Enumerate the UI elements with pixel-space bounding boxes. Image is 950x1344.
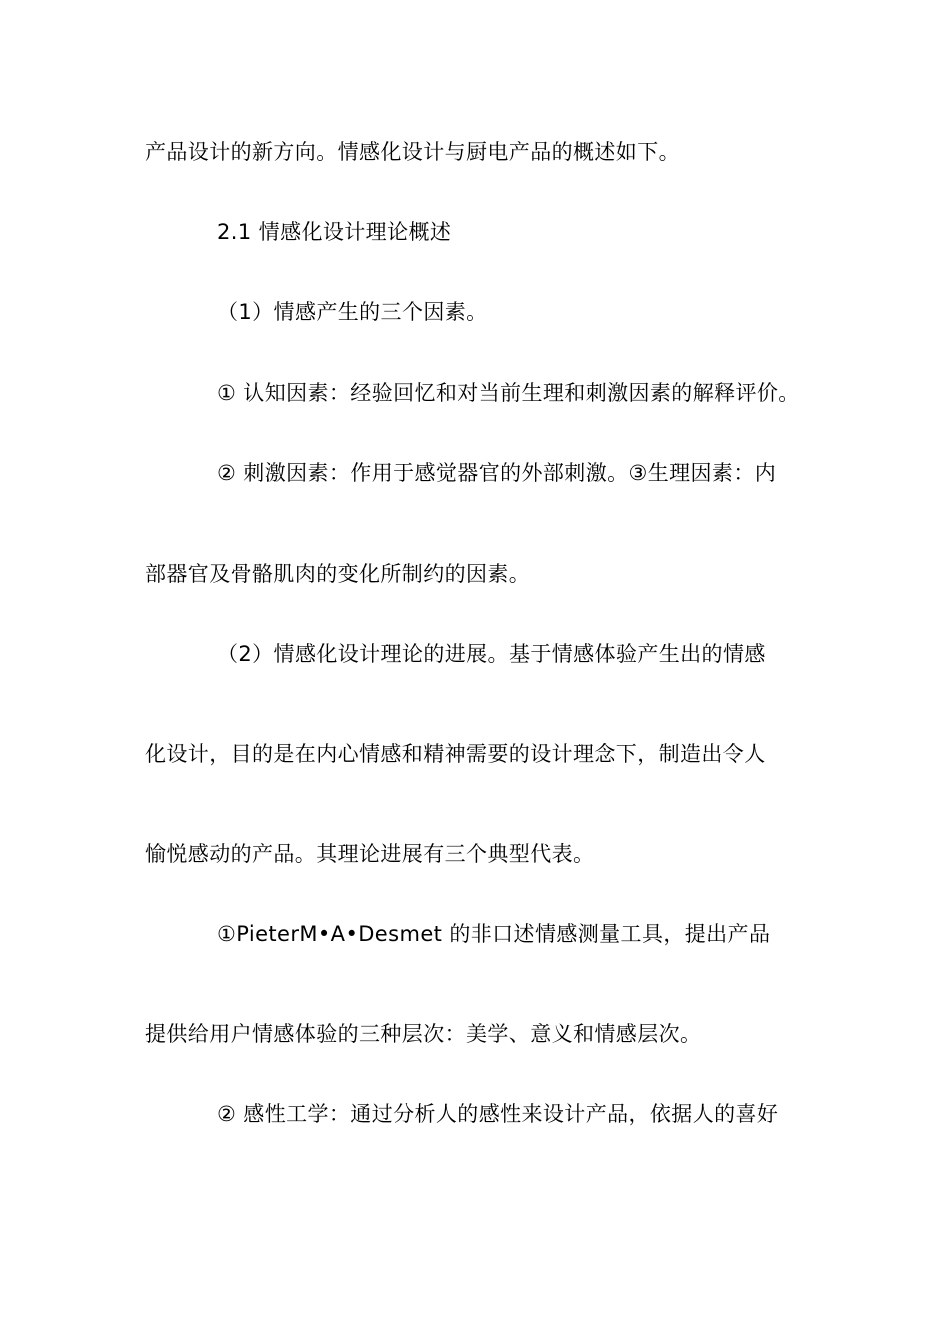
paragraph-line-1: 产品设计的新方向。情感化设计与厨电产品的概述如下。 [145,140,680,164]
section-heading: 2.1 情感化设计理论概述 [217,220,452,244]
subsection-heading-1: （1）情感产生的三个因素。 [217,300,488,324]
list-item-stimulus-factor: ② 刺激因素：作用于感觉器官的外部刺激。③生理因素：内 [217,461,777,485]
list-item-desmet: ①PieterM•A•Desmet 的非口述情感测量工具，提出产品 [217,922,771,946]
paragraph-line-continuation-2: 化设计，目的是在内心情感和精神需要的设计理念下，制造出令人 [145,742,766,766]
list-item-kansei-engineering: ② 感性工学：通过分析人的感性来设计产品，依据人的喜好 [217,1102,779,1126]
paragraph-line-continuation-1: 部器官及骨骼肌肉的变化所制约的因素。 [145,562,531,586]
paragraph-line-continuation-4: 提供给用户情感体验的三种层次：美学、意义和情感层次。 [145,1022,702,1046]
list-item-cognitive-factor: ① 认知因素：经验回忆和对当前生理和刺激因素的解释评价。 [217,381,800,405]
subsection-heading-2: （2）情感化设计理论的进展。基于情感体验产生出的情感 [217,642,766,666]
paragraph-line-continuation-3: 愉悦感动的产品。其理论进展有三个典型代表。 [145,842,595,866]
